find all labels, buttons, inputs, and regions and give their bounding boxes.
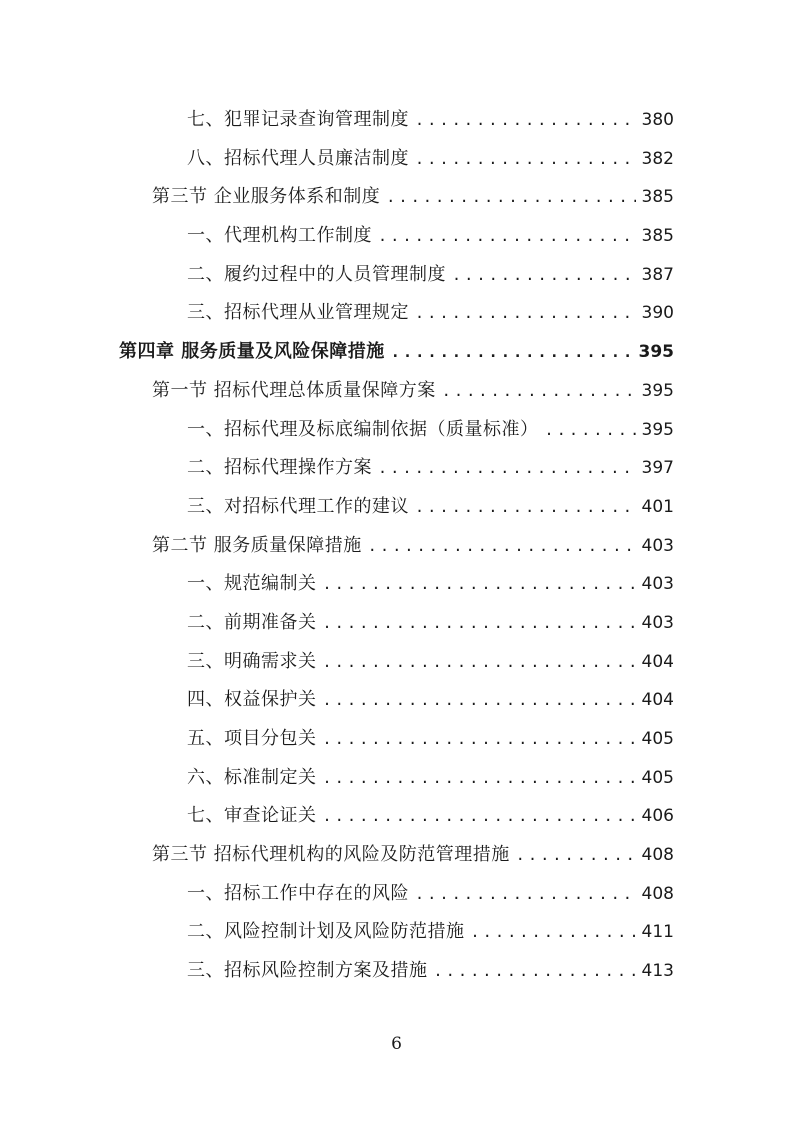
- toc-dot-leader: [323, 604, 636, 643]
- toc-dot-leader: [471, 913, 636, 952]
- toc-entry-item[interactable]: [0, 681, 793, 720]
- toc-entry-title: 七、审查论证关: [187, 805, 317, 827]
- toc-entry-page: 406: [641, 806, 674, 827]
- toc-entry-item[interactable]: [0, 488, 793, 527]
- toc-entry-title: 四、权益保护关: [187, 689, 317, 711]
- toc-entry-title: 第二节 服务质量保障措施: [152, 534, 362, 556]
- toc-entry-page: 401: [641, 496, 674, 517]
- toc-entry-page: 382: [641, 148, 674, 169]
- toc-entry-title: 五、项目分包关: [187, 728, 317, 749]
- toc-dot-leader: [391, 333, 633, 372]
- toc-entry-title: 二、前期准备关: [187, 611, 317, 633]
- toc-entry-item[interactable]: [0, 217, 793, 256]
- toc-entry-title: 一、代理机构工作制度: [187, 225, 372, 247]
- toc-dot-leader: [368, 527, 636, 566]
- toc-entry-title: 七、犯罪记录查询管理制度: [187, 109, 409, 130]
- toc-entry-page: 403: [641, 574, 674, 595]
- toc-entry-page: 405: [641, 767, 674, 788]
- toc-entry-page: 403: [641, 535, 674, 556]
- toc-dot-leader: [545, 411, 636, 450]
- toc-entry-page: 408: [641, 845, 674, 866]
- toc-entry-section[interactable]: [0, 372, 793, 411]
- toc-dot-leader: [415, 101, 636, 140]
- toc-dot-leader: [323, 797, 636, 836]
- page-number: 6: [391, 1034, 402, 1054]
- toc-entry-page: 387: [641, 264, 674, 285]
- toc-entry-section[interactable]: [0, 527, 793, 566]
- toc-dot-leader: [386, 178, 635, 217]
- toc-entry-item[interactable]: [0, 449, 793, 488]
- toc-entry-page: 380: [641, 110, 674, 130]
- toc-entry-item[interactable]: [0, 140, 793, 179]
- toc-entry-item[interactable]: [0, 952, 793, 991]
- toc-dot-leader: [415, 488, 636, 527]
- toc-entry-item[interactable]: [0, 411, 793, 450]
- toc-entry-title: 三、明确需求关: [187, 650, 317, 672]
- table-of-contents: [0, 101, 793, 991]
- toc-entry-title: 一、招标代理及标底编制依据（质量标准）: [187, 418, 539, 440]
- toc-dot-leader: [378, 217, 636, 256]
- toc-entry-item[interactable]: [0, 797, 793, 836]
- toc-dot-leader: [323, 720, 636, 759]
- toc-entry-title: 六、标准制定关: [187, 766, 317, 788]
- toc-entry-item[interactable]: [0, 256, 793, 295]
- toc-entry-title: 三、招标风险控制方案及措施: [187, 960, 428, 982]
- toc-entry-page: 390: [641, 303, 674, 324]
- toc-entry-title: 八、招标代理人员廉洁制度: [187, 147, 409, 169]
- toc-entry-title: 第四章 服务质量及风险保障措施: [119, 341, 385, 363]
- toc-entry-item[interactable]: [0, 643, 793, 682]
- toc-dot-leader: [415, 294, 636, 333]
- toc-entry-item[interactable]: [0, 759, 793, 798]
- toc-dot-leader: [452, 256, 636, 295]
- toc-dot-leader: [323, 681, 636, 720]
- toc-entry-page: 405: [641, 729, 674, 749]
- toc-entry-item[interactable]: [0, 294, 793, 333]
- toc-dot-leader: [323, 643, 636, 682]
- toc-entry-title: 三、招标代理从业管理规定: [187, 302, 409, 324]
- toc-entry-page: 408: [641, 883, 674, 904]
- toc-entry-item[interactable]: [0, 913, 793, 952]
- toc-entry-title: 二、履约过程中的人员管理制度: [187, 263, 446, 285]
- toc-entry-page: 385: [641, 187, 674, 208]
- toc-entry-title: 一、招标工作中存在的风险: [187, 882, 409, 904]
- toc-entry-page: 413: [641, 961, 674, 982]
- toc-entry-page: 397: [641, 458, 674, 479]
- toc-entry-title: 一、规范编制关: [187, 573, 317, 595]
- toc-dot-leader: [323, 759, 636, 798]
- toc-entry-page: 395: [638, 342, 674, 363]
- toc-entry-item[interactable]: [0, 101, 793, 140]
- toc-dot-leader: [415, 875, 636, 914]
- toc-entry-page: 395: [641, 419, 674, 440]
- toc-entry-item[interactable]: [0, 604, 793, 643]
- toc-dot-leader: [434, 952, 636, 991]
- toc-entry-title: 三、对招标代理工作的建议: [187, 495, 409, 517]
- toc-entry-item[interactable]: [0, 565, 793, 604]
- toc-dot-leader: [323, 565, 636, 604]
- toc-entry-section[interactable]: [0, 836, 793, 875]
- toc-entry-title: 第三节 招标代理机构的风险及防范管理措施: [152, 844, 510, 866]
- toc-entry-page: 404: [641, 690, 674, 711]
- toc-dot-leader: [442, 372, 636, 411]
- toc-dot-leader: [516, 836, 636, 875]
- toc-entry-page: 411: [641, 922, 674, 943]
- toc-entry-chapter[interactable]: [0, 333, 793, 372]
- toc-entry-title: 第一节 招标代理总体质量保障方案: [152, 379, 436, 401]
- toc-entry-page: 395: [641, 380, 674, 401]
- toc-entry-item[interactable]: [0, 875, 793, 914]
- toc-entry-title: 第三节 企业服务体系和制度: [152, 186, 381, 208]
- toc-entry-title: 二、招标代理操作方案: [187, 457, 372, 479]
- toc-entry-section[interactable]: [0, 178, 793, 217]
- toc-dot-leader: [378, 449, 636, 488]
- toc-entry-item[interactable]: [0, 720, 793, 759]
- toc-entry-page: 404: [641, 651, 674, 672]
- toc-entry-page: 385: [641, 226, 674, 247]
- toc-entry-page: 403: [641, 612, 674, 633]
- toc-entry-title: 二、风险控制计划及风险防范措施: [187, 921, 465, 943]
- toc-dot-leader: [415, 140, 636, 179]
